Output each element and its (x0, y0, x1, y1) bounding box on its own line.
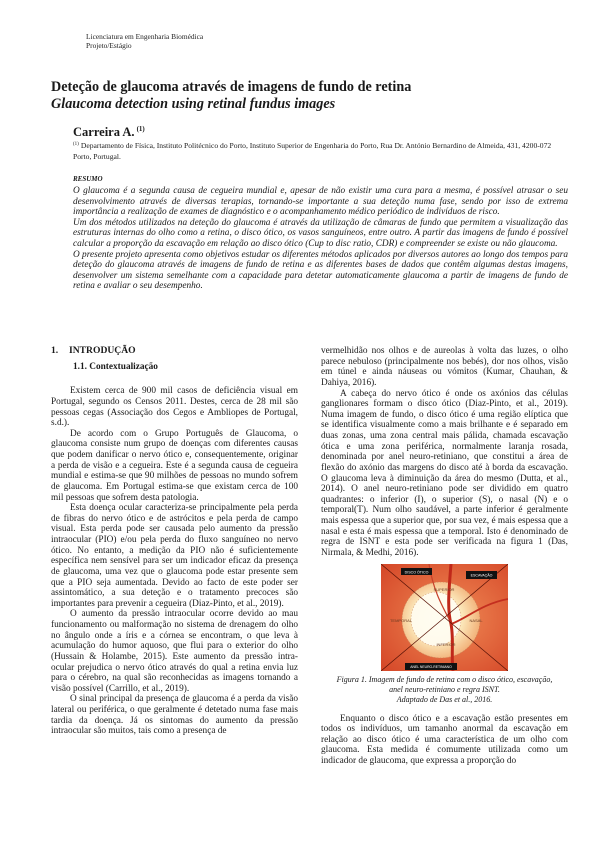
subsection-heading: 1.1. Contextualização (73, 361, 158, 372)
body-paragraph: Existem cerca de 900 mil casos de deficiência visual em Portugal, segundo os Censos 2011. Destes, cerca de 28 mil são pessoas cegas (Associação dos Cegos e Ambliopes de Portugal, s.d.). (51, 386, 298, 429)
label-anel-neuro-retiniano: ANEL NEURO-RETINIANO (410, 664, 452, 669)
left-column (51, 346, 298, 737)
abstract-paragraph: O presente projeto apresenta como objetivos estudar os diferentes métodos aplicados por diversos autores ao longo dos tempos para deteção do glaucoma através de imagens de fundo de retina e as diferentes bases de dados que contêm algumas destas imagens, desenvolver um sistema semelhante com a capacidade para detetar automaticamente glaucoma a partir de imagens de fundo de retina e avaliar o seu desempenho. (73, 249, 568, 292)
figure-1-caption (321, 675, 568, 705)
body-paragraph: A cabeça do nervo ótico é onde os axónios das células ganglionares formam o disco ótico (Diaz-Pinto, et al., 2019). Numa imagem de fundo, o disco ótico é uma região elíptica que se identifica visualmente como a mais brilhante e é separado em duas zonas, uma zona central mais pálida, chamada escavação ótica e uma zona periférica, normalmente laranja rosada, denominada por anel neuro-retiniano, que constitui a área de flexão do axónio das margens do disco até à borda da escavação. O glaucoma leva à diminuição da área do mesmo (Dutta, et al., 2014). O anel neuro-retiniano pode ser dividido em quatro quadrantes: o inferior (I), o superior (S), o nasal (N) e o temporal(T). Num olho saudável, a parte inferior é geralmente mais espessa que a superior que, por sua vez, é mais espessa que a nasal e esta é mais espessa que a temporal. Isto é denominado de regra de ISNT e esta pode ser verificada na figura 1 (Das, Nirmala, & Medhi, 2016). (321, 388, 568, 558)
section-title: INTRODUÇÃO (69, 345, 136, 356)
caption-source: Adaptado de Das et al., 2016. (396, 694, 493, 704)
header-course: Licenciatura em Engenharia Biomédica (86, 32, 204, 41)
author-name (73, 125, 145, 140)
paper-title-pt: Deteção de glaucoma através de imagens de fundo de retina (51, 79, 412, 95)
paper-title-en: Glaucoma detection using retinal fundus images (51, 96, 336, 112)
figure-1-fundus-image (381, 564, 508, 671)
body-paragraph: O aumento da pressão intraocular ocorre devido ao mau funcionamento ou malformação no sistema de drenagem do olho no ângulo onde a íris e a córnea se encontram, o que leva à acumulação do humor aquoso, que flui para o exterior do olho (Hussain & Holambe, 2015). Este aumento da pressão intra-ocular prejudica o nervo ótico através do qual a retina envia luz para o cérebro, na qual são reconhecidas as imagens tornando a visão possível (Carrillo, et al., 2019). (51, 609, 298, 694)
caption-line: anel neuro-retiniano e regra ISNT. (389, 684, 500, 694)
title-block (51, 79, 571, 113)
abstract-label: RESUMO (73, 175, 103, 183)
caption-line: Figura 1. Imagem de fundo de retina com o disco ótico, escavação, (336, 674, 553, 684)
author-affiliation-marker: (1) (136, 125, 145, 133)
body-paragraph: O sinal principal da presença de glaucoma é a perda da visão lateral ou periférica, o que geralmente é detetado numa fase mais tardia da doença. Já os sintomas do aumento da pressão intraocular são muitos, tais como a presença de (51, 694, 298, 737)
label-superior: SUPERIOR (433, 586, 455, 592)
affiliation-marker: (1) (73, 142, 79, 147)
running-header (86, 32, 203, 50)
label-escavacao: ESCAVAÇÃO (470, 573, 493, 578)
label-disco-otico: DISCO ÓTICO (404, 569, 429, 574)
header-type: Projeto/Estágio (86, 41, 132, 50)
body-paragraph: De acordo com o Grupo Português de Glaucoma, o glaucoma consiste num grupo de doenças com diferentes causas que podem danificar o nervo ótico e, consequentemente, originar a perda de visão e a cegueira. Este é a segunda causa de cegueira mundial e estima-se que 90 milhões de pessoas no mundo sofrem de glaucoma. Em Portugal estima-se que existam cerca de 100 mil pessoas que sofrem desta patologia. (51, 428, 298, 503)
author-affiliation (73, 140, 568, 162)
label-temporal: TEMPORAL (389, 617, 413, 623)
abstract-paragraph: O glaucoma é a segunda causa de cegueira mundial e, apesar de não existir uma cura para a mesma, é possível atrasar o seu desenvolvimento através de diversas terapias, tornando-se importante a sua deteção numa fase, sendo por isso de extrema importância a realização de exames de diagnóstico e o acompanhamento médico periódico de indivíduos de risco. (73, 186, 568, 218)
fundus-illustration (381, 564, 508, 671)
right-column (321, 346, 568, 767)
author-name-text: Carreira A. (73, 125, 135, 139)
label-nasal: NASAL (469, 617, 483, 623)
abstract-paragraph: Um dos métodos utilizados na deteção do glaucoma é através da utilização de câmaras de fundo que permitem a visualização das estruturas internas do olho como a retina, o disco ótico, os vasos sanguíneos, entre outro. A partir das imagens de fundo é possível calcular a proporção da escavação em relação ao disco ótico (Cup to disc ratio, CDR) e compreender se existe ou não glaucoma. (73, 217, 568, 249)
body-paragraph: Enquanto o disco ótico e a escavação estão presentes em todos os indivíduos, um tamanho anormal da escavação em relação ao disco ótico é uma característica de um olho com glaucoma. Esta medida é comumente utilizada como um indicador de glaucoma, que expressa a proporção do (321, 713, 568, 766)
section-number: 1. (51, 345, 59, 356)
abstract (73, 186, 568, 292)
affiliation-text: Departamento de Física, Instituto Politécnico do Porto, Instituto Superior de Engenharia do Porto, Rua Dr. António Bernardino de Almeida, 431, 4200-072 Porto, Portugal. (73, 141, 552, 161)
body-paragraph: vermelhidão nos olhos e de aureolas à volta das luzes, o olho parece nebuloso (principalmente nos bebés), dor nos olhos, visão em túnel e ainda náuseas ou vómitos (Kumar, Chauhan, & Dahiya, 2016). (321, 346, 568, 388)
label-inferior: INFERIOR (436, 641, 456, 647)
section-heading (51, 346, 298, 357)
body-paragraph: Esta doença ocular caracteriza-se principalmente pela perda de fibras do nervo ótico e de astrócitos e pela perda de campo visual. Esta perda pode ser causada pelo aumento da pressão intraocular (PIO) e/ou pela perda do fluxo sanguíneo no nervo ótico. No entanto, a medição da PIO não é suficientemente específica nem sensível para ser um indicador eficaz da presença de glaucoma, uma vez que o glaucoma pode estar presente sem que a PIO seja aumentada. Devido ao facto de este poder ser assintomático, a sua deteção e o tratamento precoces são importantes para prevenir a cegueira (Diaz-Pinto, et al., 2019). (51, 503, 298, 609)
